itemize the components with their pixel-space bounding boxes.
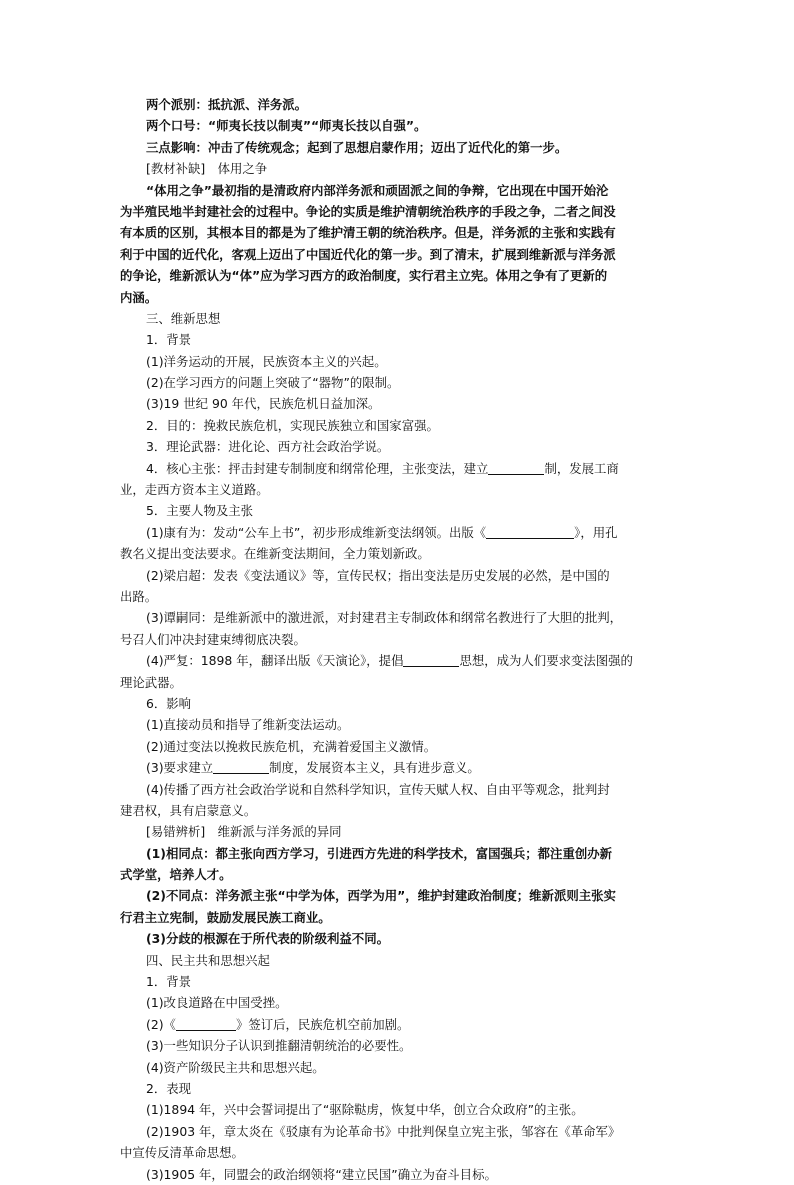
text-line [120,1057,676,1078]
line-text: 利于中国的近代化，客观上迈出了中国近代化的第一步。到了清末，扩展到维新派与洋务派 [120,246,616,262]
line-text: 的争论，维新派认为“体”应为学习西方的政治制度，实行君主立宪。体用之争有了更新的 [120,268,608,284]
line-text: (2)不同点：洋务派主张“中学为体，西学为用”，维护封建政治制度；维新派则主张实 [146,888,616,904]
line-text: 内涵。 [120,289,158,305]
text-line [120,393,676,414]
line-text: 业，走西方资本主义道路。 [120,482,269,498]
line-text: 2．目的：挽救民族危机，实现民族独立和国家富强。 [146,417,439,433]
line-text: (2)《 [146,1016,176,1032]
line-text: (3)谭嗣同：是维新派中的激进派，对封建君主专制政体和纲常名教进行了大胆的批判， [146,610,623,626]
text-line [120,115,676,136]
text-line [120,586,676,607]
line-text: (2)梁启超：发表《变法通议》等，宣传民权；指出变法是历史发展的必然，是中国的 [146,567,610,583]
text-line [120,607,676,628]
line-text: 号召人们冲决封建束缚彻底决裂。 [120,631,306,647]
text-line [120,137,676,158]
text-line [120,415,676,436]
line-text: 教名义提出变法要求。在维新变法期间，全力策划新政。 [120,546,430,562]
line-text: (3)一些知识分子认识到推翻清朝统治的必要性。 [146,1038,412,1054]
section-heading [120,308,676,329]
text-line [120,458,676,479]
subheading [120,329,676,350]
line-text: (2)通过变法以挽救民族危机，充满着爱国主义激情。 [146,738,437,754]
line-text: 2．表现 [146,1080,192,1096]
line-text: (3)1905 年，同盟会的政治纲领将“建立民国”确立为奋斗目标。 [146,1166,497,1182]
text-line [120,736,676,757]
line-text: (2)1903 年，章太炎在《驳康有为论革命书》中批判保皇立宪主张，邹容在《革命军》 [146,1123,621,1139]
text-line [120,714,676,735]
line-text: [教材补缺] 体用之争 [146,161,268,177]
line-text: (4)传播了西方社会政治学说和自然科学知识，宣传天赋人权、自由平等观念，批判封 [146,781,610,797]
line-text: (3)分歧的根源在于所代表的阶级利益不同。 [146,931,389,947]
text-line [120,757,676,778]
text-line [120,800,676,821]
fill-blank[interactable] [176,1029,236,1031]
section-note-heading [120,821,676,842]
text-line [120,244,676,265]
line-text: (3)19 世纪 90 年代，民族危机日益加深。 [146,396,381,412]
text-line [120,650,676,671]
line-text: 3．理论武器：进化论、西方社会政治学说。 [146,439,390,455]
subheading [120,1078,676,1099]
fill-blank[interactable] [213,772,269,774]
line-text: [易错辨析] 维新派与洋务派的异同 [146,824,342,840]
text-line [120,779,676,800]
text-line [120,287,676,308]
line-text: 两个口号：“师夷长技以制夷”“师夷长技以自强”。 [146,118,427,134]
text-line [120,672,676,693]
line-text: 式学堂，培养人才。 [120,867,232,883]
line-text: 三点影响：冲击了传统观念；起到了思想启蒙作用；迈出了近代化的第一步。 [146,139,568,155]
line-text: (1)相同点：都主张向西方学习，引进西方先进的科学技术，富国强兵；都注重创办新 [146,845,613,861]
line-text: 行君主立宪制，鼓励发展民族工商业。 [120,909,331,925]
text-line [120,907,676,928]
line-text: 》，用孔 [574,524,618,540]
text-line [120,265,676,286]
subheading [120,693,676,714]
text-line [120,629,676,650]
line-text: 四、民主共和思想兴起 [146,952,270,968]
text-line [120,201,676,222]
line-text: 中宣传反清革命思想。 [120,1145,244,1161]
subheading [120,971,676,992]
line-text: 三、维新思想 [146,310,221,326]
line-text: 》签订后，民族危机空前加剧。 [235,1016,410,1032]
text-line [120,479,676,500]
line-text: “体用之争”最初指的是清政府内部洋务派和顽固派之间的争辩，它出现在中国开始沦 [146,182,609,198]
line-text: 6．影响 [146,695,192,711]
text-line [120,1121,676,1142]
text-line [120,351,676,372]
text-line [120,864,676,885]
text-line [120,94,676,115]
line-text: 为半殖民地半封建社会的过程中。争论的实质是维护清朝统治秩序的手段之争，二者之间没 [120,203,616,219]
text-line [120,1164,676,1185]
line-text: (1)直接动员和指导了维新变法运动。 [146,717,350,733]
subheading [120,500,676,521]
text-line [120,565,676,586]
text-line [120,436,676,457]
line-text: (1)洋务运动的开展，民族资本主义的兴起。 [146,353,387,369]
line-text: 建君权，具有启蒙意义。 [120,802,257,818]
text-line [120,1099,676,1120]
line-text: 理论武器。 [120,674,182,690]
line-text: 5．主要人物及主张 [146,503,254,519]
line-text: (4)严复：1898 年，翻译出版《天演论》，提倡 [146,653,404,669]
line-text: 制度，发展资本主义，具有进步意义。 [269,760,480,776]
line-text: (1)1894 年，兴中会誓词提出了“驱除鞑虏，恢复中华，创立合众政府”的主张。 [146,1102,584,1118]
line-text: 出路。 [120,588,158,604]
text-line [120,372,676,393]
text-line [120,522,676,543]
document-body [120,94,676,1185]
line-text: (4)资产阶级民主共和思想兴起。 [146,1059,325,1075]
text-line [120,1014,676,1035]
line-text: 1．背景 [146,974,192,990]
text-line [120,992,676,1013]
text-line [120,1142,676,1163]
line-text: 制，发展工商 [544,460,619,476]
fill-blank[interactable] [403,665,459,667]
line-text: 1．背景 [146,332,192,348]
fill-blank[interactable] [486,537,574,539]
text-line [120,543,676,564]
line-text: 有本质的区别，其根本目的都是为了维护清王朝的统治秩序。但是，洋务派的主张和实践有 [120,225,616,241]
line-text: (3)要求建立 [146,760,214,776]
text-line [120,928,676,949]
text-line [120,222,676,243]
line-text: 思想，成为人们要求变法图强的 [459,653,633,669]
line-text: (1)改良道路在中国受挫。 [146,995,288,1011]
text-line [120,180,676,201]
line-text: 4．核心主张：抨击封建专制制度和纲常伦理，主张变法，建立 [146,460,489,476]
section-heading [120,950,676,971]
line-text: 两个派别：抵抗派、洋务派。 [146,97,308,112]
text-line [120,1035,676,1056]
section-note-heading [120,158,676,179]
line-text: (2)在学习西方的问题上突破了“器物”的限制。 [146,375,400,391]
fill-blank[interactable] [488,473,544,475]
line-text: (1)康有为：发动“公车上书”，初步形成维新变法纲领。出版《 [146,524,487,540]
text-line [120,843,676,864]
text-line [120,885,676,906]
